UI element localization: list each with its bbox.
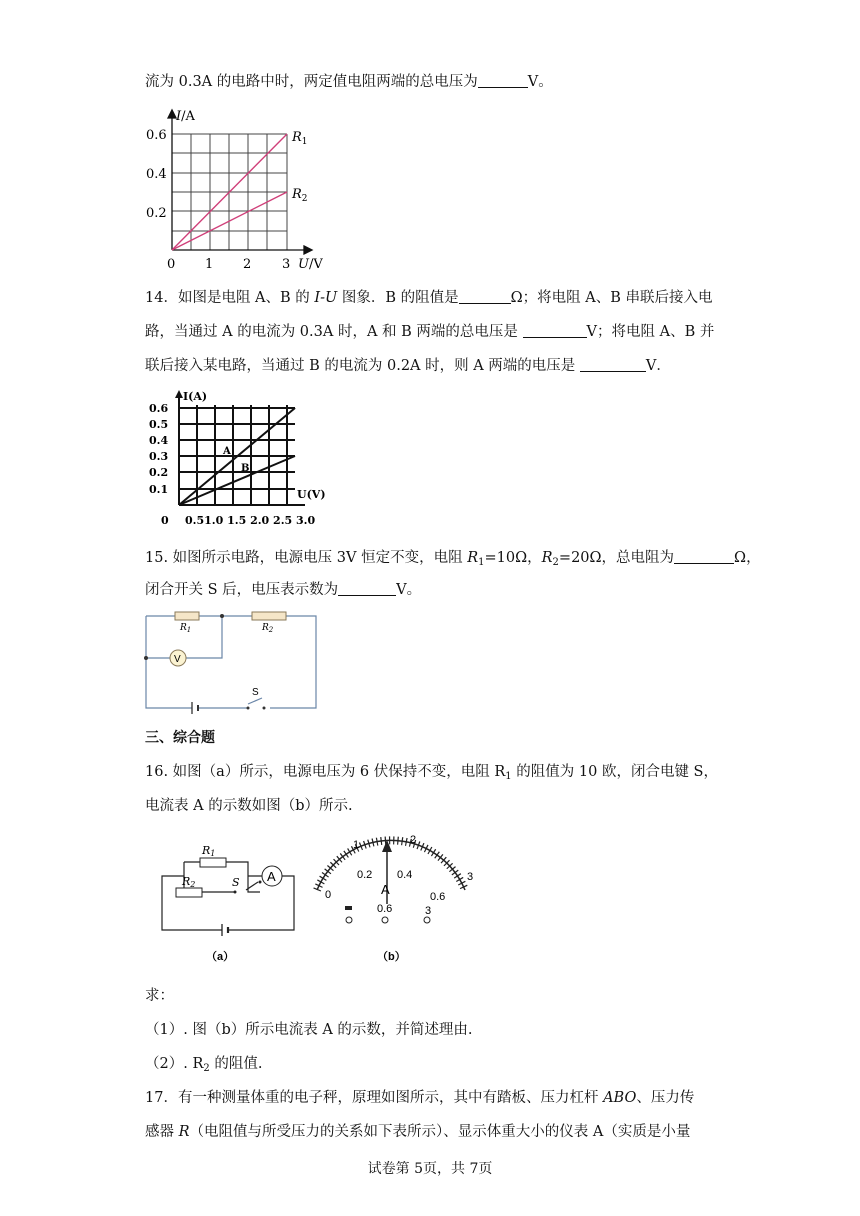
svg-text:0.4: 0.4 (397, 869, 413, 881)
label-b: B (241, 463, 250, 474)
sub-question-1: （1）. 图（b）所示电流表 A 的示数，并简述理由. (145, 1022, 473, 1038)
ammeter-dial-q16b (305, 828, 485, 968)
svg-text:0.2: 0.2 (149, 466, 169, 479)
resistor-r2 (252, 612, 286, 620)
x-tick: 2 (243, 257, 252, 272)
resistor-r2 (176, 888, 202, 897)
q17-line1: 17．有一种测量体重的电子秤，原理如图所示，其中有踏板、压力杠杆 ABO、压力传 (145, 1090, 695, 1106)
svg-text:1: 1 (353, 839, 360, 851)
svg-text:2: 2 (410, 834, 417, 846)
svg-text:0.4: 0.4 (149, 434, 169, 447)
svg-text:0.6: 0.6 (149, 402, 169, 415)
svg-text:0.2: 0.2 (357, 869, 373, 881)
x-axis-label: U(V) (297, 488, 326, 501)
y-tick: 0.6 (146, 128, 167, 143)
section-title: 三、综合题 (145, 730, 215, 746)
q14-line2: 路，当通过 A 的电流为 0.3A 时，A 和 B 两端的总电压是 V；将电阻 A、B 并 (145, 324, 715, 340)
svg-text:R1: $R_1$ (292, 130, 308, 147)
svg-text:R1: R1 (202, 844, 216, 858)
iu-graph-a-b (145, 390, 345, 530)
page-footer: 试卷第 5页，共 7页 (367, 1161, 493, 1177)
q14-line3: 联后接入某电路，当通过 B 的电流为 0.2A 时，则 A 两端的电压是 V． (145, 358, 671, 374)
caption-a: （a） (206, 951, 235, 963)
answer-blank[interactable] (478, 73, 528, 88)
y-axis-var: I (176, 109, 182, 124)
x-axis-unit: /V (308, 257, 323, 272)
answer-blank[interactable] (523, 323, 587, 338)
answer-blank[interactable] (674, 549, 734, 564)
svg-text:R2: $R_2$ (292, 187, 308, 204)
x-tick: 3 (282, 257, 291, 272)
resistor-r1 (175, 612, 199, 620)
svg-text:S: S (232, 876, 240, 889)
q17-line2: 感器 R（电阻值与所受压力的关系如下表所示）、显示体重大小的仪表 A（实质是小量 (145, 1124, 691, 1140)
svg-text:0: 0 (161, 514, 169, 527)
svg-text:0.5: 0.5 (149, 418, 169, 431)
circuit-q16a (146, 832, 306, 962)
r1-label: R (292, 130, 302, 145)
svg-text:U/V (298, 257, 323, 272)
q15-line1: 15. 如图所示电路，电源电压 3V 恒定不变，电阻 $R_1=10\Omega$，$R_2=20\Omega$，总电阻为 Ω， (145, 550, 761, 568)
svg-text:R1: $R_1$ (180, 623, 192, 634)
x-tick: 1 (205, 257, 214, 272)
ask-label: 求： (145, 988, 174, 1004)
svg-text:0.6: 0.6 (430, 891, 446, 903)
iu-graph-r1-r2 (140, 108, 350, 278)
answer-blank[interactable] (459, 289, 511, 304)
svg-text:3: 3 (467, 871, 474, 883)
q15-line2: 闭合开关 S 后，电压表示数为 V。 (145, 582, 422, 598)
svg-text:R2: R2 (182, 875, 196, 889)
q16-line2: 电流表 A 的示数如图（b）所示. (145, 798, 353, 814)
ammeter-label: A (267, 869, 276, 884)
svg-text:R2: $R_2$ (262, 623, 274, 634)
y-axis-label: I(A) (183, 390, 208, 403)
svg-text:0.51.0 1.5 2.0 2.5 3.0: 0.51.0 1.5 2.0 2.5 3.0 (185, 514, 316, 527)
q14-line1: 14．如图是电阻 A、B 的 I-U 图象．B 的阻值是 Ω；将电阻 A、B 串联后接入电 (145, 290, 713, 306)
resistor-r1 (200, 858, 226, 867)
caption-b: （b） (377, 951, 406, 963)
y-tick: 0.4 (146, 167, 167, 182)
svg-text:3: 3 (425, 905, 432, 917)
answer-blank[interactable] (580, 357, 646, 372)
meter-symbol: A (381, 882, 390, 897)
q13-unit: V。 (527, 74, 553, 90)
q13-tail-line (145, 72, 553, 92)
x-axis-var: U (298, 257, 309, 272)
y-axis-unit: /A (181, 109, 195, 124)
voltmeter-label: V (174, 654, 181, 665)
svg-text:0: 0 (325, 889, 332, 901)
x-tick: 0 (167, 257, 176, 272)
sub-question-2: （2）. $R_2$ 的阻值. (145, 1056, 263, 1074)
label-a: A (223, 446, 231, 457)
svg-text:I/A (175, 109, 196, 124)
answer-blank[interactable] (338, 581, 396, 596)
svg-text:0.3: 0.3 (149, 450, 169, 463)
r2-label: R (292, 187, 302, 202)
y-tick: 0.2 (146, 206, 167, 221)
svg-text:0.6: 0.6 (377, 903, 393, 915)
circuit-q15 (140, 608, 330, 718)
q13-text: 流为 0.3A 的电路中时，两定值电阻两端的总电压为 (145, 74, 478, 90)
switch-label: S (252, 687, 259, 698)
svg-text:0.1: 0.1 (149, 483, 169, 496)
q16-line1: 16. 如图（a）所示，电源电压为 6 伏保持不变，电阻 $R_1$ 的阻值为 10 欧，闭合电键 S， (145, 764, 718, 782)
